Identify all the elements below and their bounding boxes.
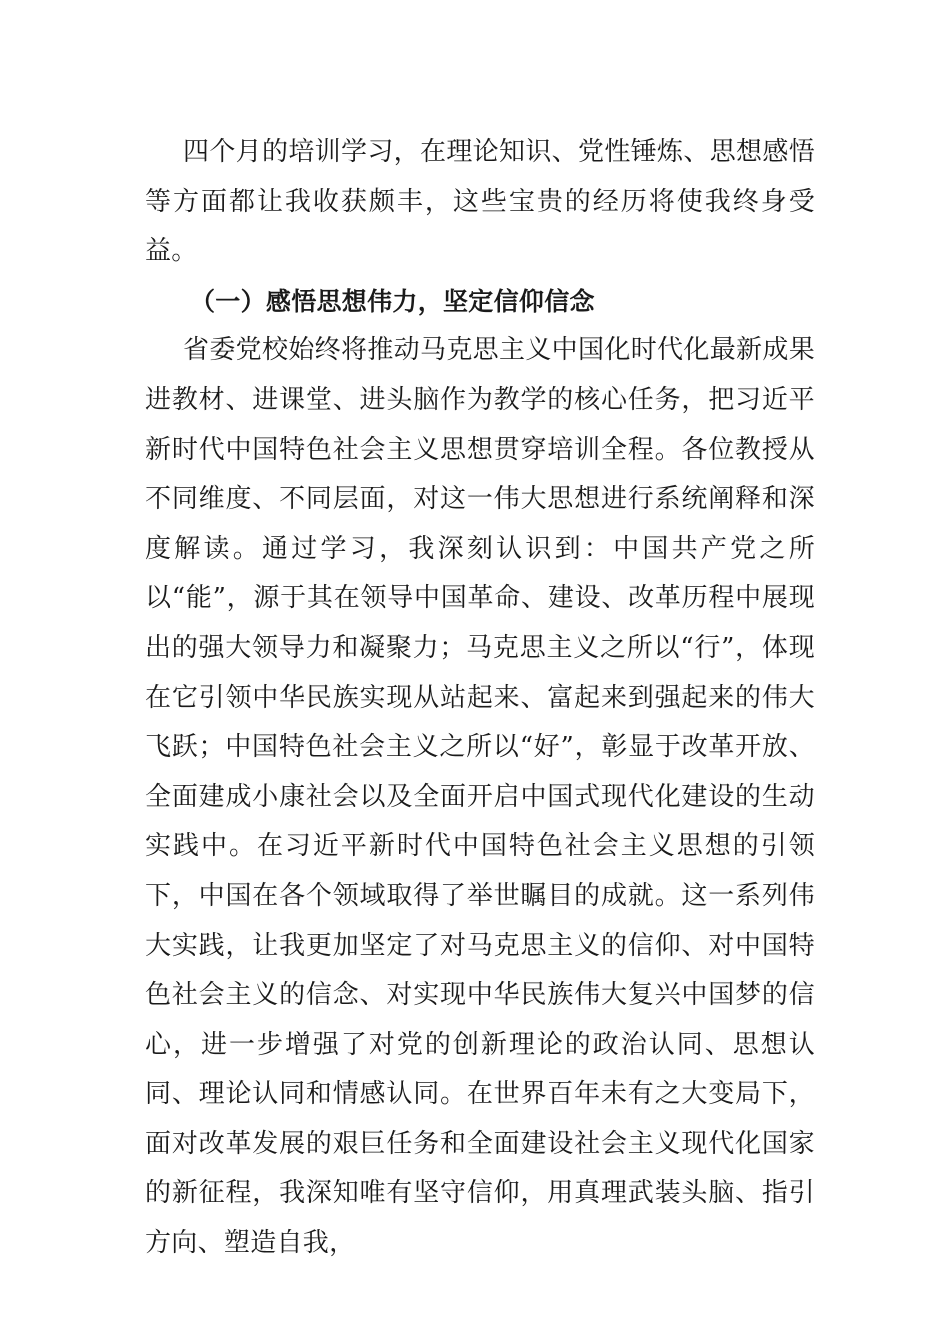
intro-paragraph: 四个月的培训学习，在理论知识、党性锤炼、思想感悟等方面都让我收获颇丰，这些宝贵的经历将使我终身受益。 xyxy=(145,137,815,267)
document-body xyxy=(145,128,815,1269)
section-heading: （一）感悟思想伟力，坚定信仰信念 xyxy=(190,286,595,316)
body-paragraph: 省委党校始终将推动马克思主义中国化时代化最新成果进教材、进课堂、进头脑作为教学的核心任务，把习近平新时代中国特色社会主义思想贯穿培训全程。各位教授从不同维度、不同层面，对这一伟大思想进行系统阐释和深度解读。通过学习，我深刻认识到：中国共产党之所以“能”，源于其在领导中国革命、建设、改革历程中展现出的强大领导力和凝聚力；马克思主义之所以“行”，体现在它引领中华民族实现从站起来、富起来到强起来的伟大飞跃；中国特色社会主义之所以“好”，彰显于改革开放、全面建成小康社会以及全面开启中国式现代化建设的生动实践中。在习近平新时代中国特色社会主义思想的引领下，中国在各个领域取得了举世瞩目的成就。这一系列伟大实践，让我更加坚定了对马克思主义的信仰、对中国特色社会主义的信念、对实现中华民族伟大复兴中国梦的信心，进一步增强了对党的创新理论的政治认同、思想认同、理论认同和情感认同。在世界百年未有之大变局下，面对改革发展的艰巨任务和全面建设社会主义现代化国家的新征程，我深知唯有坚守信仰，用真理武装头脑、指引方向、塑造自我， xyxy=(145,335,815,1259)
